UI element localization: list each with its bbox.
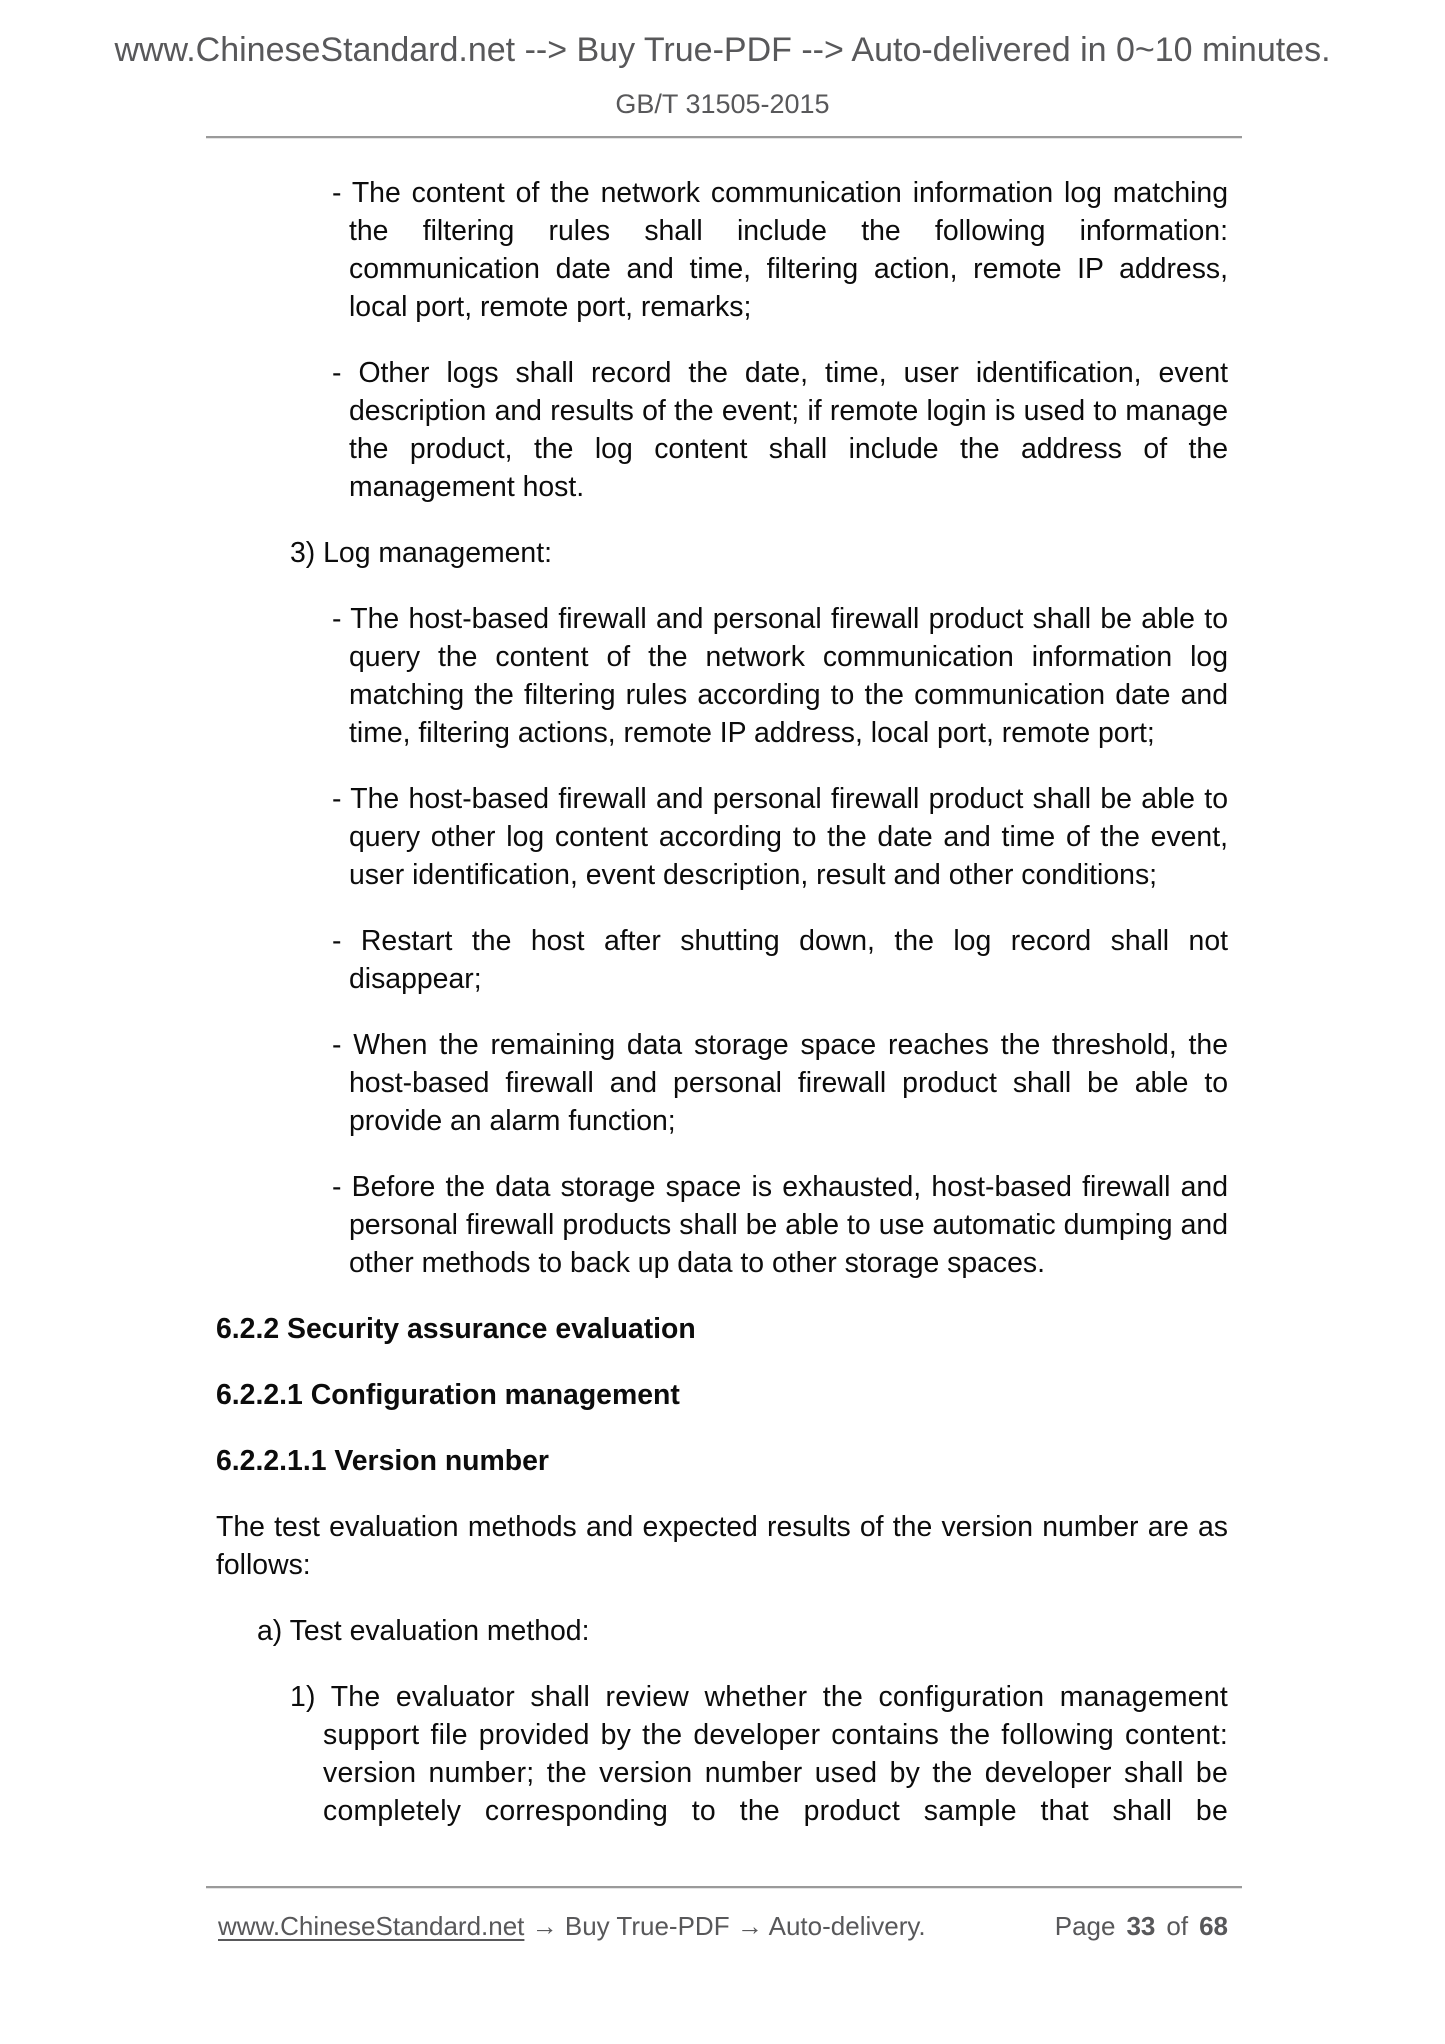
footer-divider xyxy=(206,1886,1242,1889)
section-heading: 6.2.2 Security assurance evaluation xyxy=(216,1313,696,1345)
document-body xyxy=(0,174,1445,1830)
footer-site-link[interactable]: www.ChineseStandard.net xyxy=(218,1911,525,1941)
bullet-item: - The host-based firewall and personal firewall product shall be able to query the content of the network communication information log matching the filtering rules according to the communication date and time, filtering actions, remote IP address, local port, remote port; xyxy=(332,603,1228,749)
section-heading: 6.2.2.1 Configuration management xyxy=(216,1379,680,1411)
header-divider xyxy=(206,136,1242,139)
header-tagline: www.ChineseStandard.net --> Buy True-PDF --> Auto-delivered in 0~10 minutes. xyxy=(114,31,1331,69)
bullet-item: - Restart the host after shutting down, the log record shall not disappear; xyxy=(332,925,1228,995)
section-heading: 6.2.2.1.1 Version number xyxy=(216,1445,549,1477)
bullet-item: - The host-based firewall and personal firewall product shall be able to query other log content according to the date and time of the event, user identification, event description, result and other conditions; xyxy=(332,783,1228,891)
page-current: 33 xyxy=(1126,1911,1156,1941)
header-doc-code: GB/T 31505-2015 xyxy=(615,89,830,119)
page-total: 68 xyxy=(1199,1911,1228,1941)
bullet-item: - The content of the network communication information log matching the filtering rules shall include the following information: communication date and time, filtering action, remote IP address, local port, remote port, remarks; xyxy=(332,177,1228,323)
footer-promo xyxy=(218,1909,926,1943)
bullet-item: - Other logs shall record the date, time, user identification, event description and results of the event; if remote login is used to manage the product, the log content shall include the address of the management host. xyxy=(332,357,1228,503)
arrow-right-icon: → xyxy=(531,1911,558,1941)
bullet-item: - When the remaining data storage space reaches the threshold, the host-based firewall and personal firewall product shall be able to provide an alarm function; xyxy=(332,1029,1228,1137)
numbered-item: 3) Log management: xyxy=(290,537,552,569)
alpha-item: a) Test evaluation method: xyxy=(257,1615,590,1647)
numbered-item: 1) The evaluator shall review whether the configuration management support file provided by the developer contains the following content: version number; the version number used by the developer shall be completely corresponding to the product sample that shall be xyxy=(290,1681,1228,1827)
page-indicator xyxy=(1055,1909,1228,1943)
paragraph: The test evaluation methods and expected results of the version number are as follows: xyxy=(216,1511,1228,1581)
arrow-right-icon: → xyxy=(736,1911,763,1941)
footer-buy-text: Buy True-PDF xyxy=(564,1911,730,1941)
bullet-item: - Before the data storage space is exhausted, host-based firewall and personal firewall products shall be able to use automatic dumping and other methods to back up data to other storage spaces. xyxy=(332,1171,1228,1279)
footer-delivery-text: Auto-delivery. xyxy=(768,1911,926,1941)
page-label: Page xyxy=(1054,1911,1116,1941)
of-label: of xyxy=(1166,1911,1189,1941)
